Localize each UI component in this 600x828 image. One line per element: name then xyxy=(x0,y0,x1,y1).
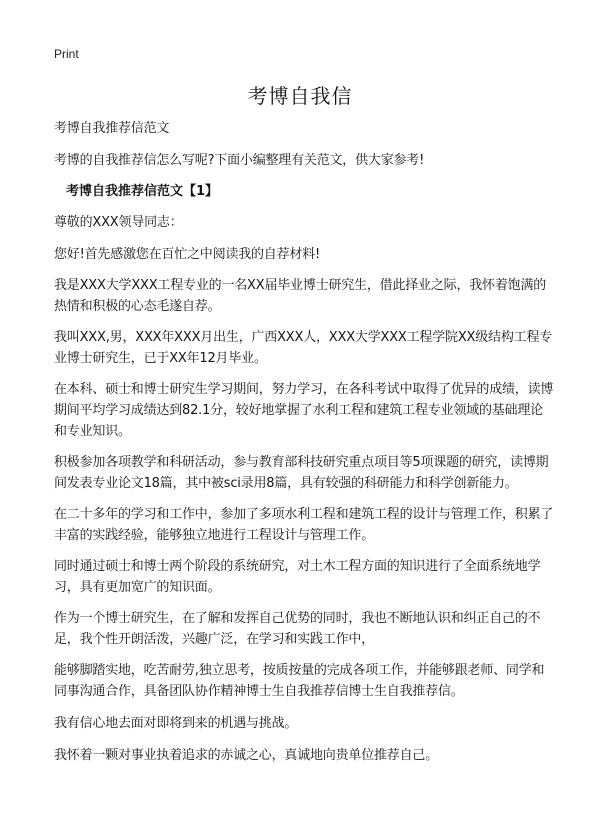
paragraph: 我有信心地去面对即将到来的机遇与挑战。 xyxy=(54,716,298,731)
paragraph: 积极参加各项教学和科研活动，参与教育部科技研究重点项目等5项课题的研究，读博期间发表专业论文18篇，其中被sci录用8篇，具有较强的科研能力和科学创新能力。 xyxy=(54,455,549,491)
print-link[interactable]: Print xyxy=(54,47,79,61)
paragraph: 考博自我推荐信范文 xyxy=(54,121,170,136)
paragraph: 同时通过硕士和博士两个阶段的系统研究，对土木工程方面的知识进行了全面系统地学习，具有更加宽广的知识面。 xyxy=(54,559,541,595)
paragraph: 在二十多年的学习和工作中，参加了多项水利工程和建筑工程的设计与管理工作，积累了丰富的实践经验，能够独立地进行工程设计与管理工作。 xyxy=(54,507,554,543)
paragraph: 我叫XXX,男，XXX年XXX月出生，广西XXX人，XXX大学XXX工程学院XX级结构工程专业博士研究生，已于XX年12月毕业。 xyxy=(54,330,553,366)
document-body xyxy=(54,118,554,766)
paragraph: 能够脚踏实地，吃苦耐劳,独立思考，按质按量的完成各项工作，并能够跟老师、同学和同事沟通合作，具备团队协作精神博士生自我推荐信博士生自我推荐信。 xyxy=(54,663,545,699)
paragraph: 我怀着一颗对事业执着追求的赤诚之心，真诚地向贵单位推荐自己。 xyxy=(54,748,439,763)
section-heading: 考博自我推荐信范文【1】 xyxy=(66,184,219,199)
paragraph: 作为一个博士研究生，在了解和发挥自己优势的同时，我也不断地认识和纠正自己的不足，我个性开朗活泼，兴趣广泛，在学习和实践工作中， xyxy=(54,611,541,647)
page-title: 考博自我信 xyxy=(247,84,353,108)
paragraph: 您好!首先感激您在百忙之中阅读我的自荐材料! xyxy=(54,247,321,262)
paragraph: 我是XXX大学XXX工程专业的一名XX届毕业博士研究生，借此择业之际，我怀着饱满的热情和积极的心态毛遂自荐。 xyxy=(54,278,547,314)
paragraph: 在本科、硕士和博士研究生学习期间，努力学习，在各科考试中取得了优异的成绩，读博期间平均学习成绩达到82.1分，较好地掌握了水利工程和建筑工程专业领域的基础理论和专业知识。 xyxy=(54,382,554,439)
paragraph: 考博的自我推荐信怎么写呢?下面小编整理有关范文，供大家参考! xyxy=(54,153,425,168)
paragraph: 尊敬的XXX领导同志： xyxy=(54,215,183,230)
